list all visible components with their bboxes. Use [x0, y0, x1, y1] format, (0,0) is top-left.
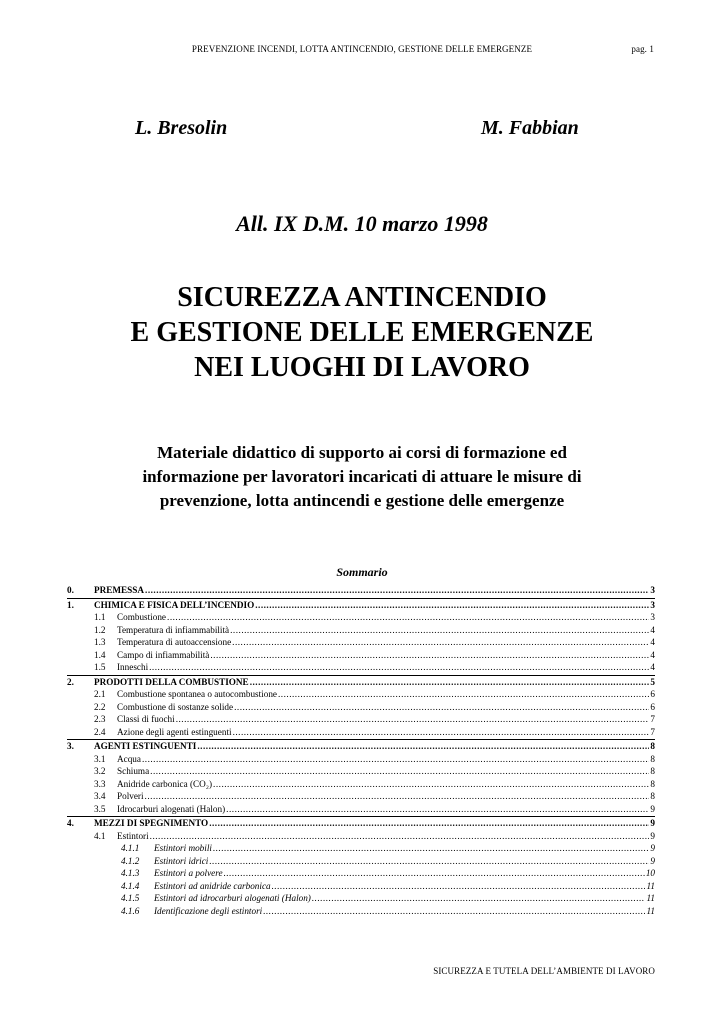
toc-entry-number: 3.2 — [94, 766, 106, 776]
toc-entry-label: Estintori mobili — [154, 843, 212, 853]
toc-entry-page: 3 — [650, 599, 655, 610]
document-title — [0, 280, 724, 385]
toc-leader-dots — [226, 803, 649, 816]
toc-entry[interactable] — [67, 765, 655, 778]
toc-entry-page: 11 — [646, 880, 655, 891]
toc-entry-label: Identificazione degli estintori — [154, 905, 263, 916]
toc-entry-label: Estintori idrici — [154, 855, 209, 866]
toc-entry-number: 3.3 — [94, 778, 106, 789]
toc-entry-page: 5 — [650, 676, 655, 687]
toc-entry-number: 1. — [67, 599, 74, 610]
toc-entry-label: Campo di infiammabilità — [117, 649, 210, 660]
toc-leader-dots — [209, 817, 649, 830]
toc-entry-number: 4.1.5 — [121, 893, 140, 903]
toc-entry-page: 9 — [650, 818, 655, 828]
toc-leader-dots — [209, 855, 649, 868]
toc-entry-page: 11 — [646, 893, 655, 903]
toc-leader-dots — [312, 892, 646, 905]
toc-entry[interactable] — [67, 636, 655, 649]
toc-leader-dots — [272, 880, 646, 893]
toc-entry-label: Estintori ad anidride carbonica — [154, 880, 271, 891]
toc-leader-dots — [213, 778, 649, 791]
toc-entry-number: 4.1 — [94, 830, 106, 841]
toc-entry-label: AGENTI ESTINGUENTI — [94, 741, 197, 751]
toc-entry-label: Combustione di sostanze solide — [117, 701, 234, 712]
toc-entry-label: Combustione spontanea o autocombustione — [117, 689, 277, 699]
law-reference: All. IX D.M. 10 marzo 1998 — [236, 211, 488, 236]
toc-entry-number: 1.5 — [94, 662, 106, 672]
toc-entry-number: 2. — [67, 676, 74, 687]
toc-entry[interactable] — [67, 803, 655, 816]
toc-leader-dots — [213, 842, 649, 855]
toc-entry-page: 9 — [650, 855, 655, 866]
toc-entry[interactable] — [67, 830, 655, 843]
toc-entry-number: 4.1.2 — [121, 855, 140, 866]
toc-entry-number: 4.1.4 — [121, 880, 140, 891]
toc-entry[interactable] — [67, 611, 655, 624]
toc-entry-number: 3.5 — [94, 803, 106, 814]
toc-entry-page: 4 — [650, 662, 655, 672]
toc-leader-dots — [278, 688, 649, 701]
toc-entry-number: 2.3 — [94, 714, 106, 724]
toc-entry-page: 8 — [650, 766, 655, 776]
toc-entry-label: Inneschi — [117, 662, 149, 672]
table-of-contents — [67, 584, 655, 917]
toc-entry-label: Azione degli agenti estinguenti — [117, 726, 232, 737]
toc-entry[interactable] — [67, 701, 655, 714]
toc-entry-label: Estintori ad idrocarburi alogenati (Halon) — [154, 893, 311, 903]
toc-entry[interactable] — [67, 661, 655, 674]
toc-entry-number: 1.4 — [94, 649, 106, 660]
document-subtitle — [0, 441, 724, 513]
toc-entry-page: 6 — [650, 701, 655, 712]
toc-entry[interactable] — [67, 842, 655, 855]
toc-entry-page: 7 — [650, 726, 655, 737]
toc-entry[interactable] — [67, 688, 655, 701]
toc-entry-number: 3.4 — [94, 791, 106, 801]
toc-leader-dots — [233, 726, 650, 739]
toc-entry-page: 11 — [646, 905, 655, 916]
page-header — [0, 44, 724, 58]
toc-entry[interactable] — [67, 726, 655, 739]
toc-leader-dots — [176, 713, 650, 726]
toc-entry-page: 8 — [650, 753, 655, 764]
toc-entry-label: PREMESSA — [94, 585, 145, 595]
toc-entry-page: 7 — [650, 714, 655, 724]
toc-entry-number: 1.3 — [94, 637, 106, 647]
toc-entry[interactable] — [67, 905, 655, 918]
toc-entry[interactable] — [67, 649, 655, 662]
toc-leader-dots — [167, 611, 649, 624]
toc-entry-page: 8 — [650, 741, 655, 751]
subtitle-line: informazione per lavoratori incaricati di attuare le misure di — [142, 467, 582, 486]
page-footer: SICUREZZA E TUTELA DELL’AMBIENTE DI LAVORO — [433, 966, 655, 976]
toc-leader-dots — [210, 649, 649, 662]
authors — [0, 117, 724, 143]
toc-entry[interactable] — [67, 816, 655, 830]
toc-entry-label: Acqua — [117, 753, 141, 764]
toc-entry-number: 4.1.1 — [121, 843, 140, 853]
toc-entry-page: 8 — [650, 791, 655, 801]
title-line: NEI LUOGHI DI LAVORO — [194, 352, 530, 383]
toc-leader-dots — [230, 624, 649, 637]
title-line: SICUREZZA ANTINCENDIO — [177, 282, 547, 313]
toc-leader-dots — [149, 661, 649, 674]
toc-leader-dots — [145, 790, 650, 803]
toc-entry-label: Schiuma — [117, 766, 150, 776]
toc-entry-label: MEZZI DI SPEGNIMENTO — [94, 818, 209, 828]
toc-entry-page: 10 — [645, 868, 655, 878]
toc-entry[interactable] — [67, 867, 655, 880]
toc-entry-page: 6 — [650, 689, 655, 699]
toc-entry-number: 4.1.6 — [121, 905, 140, 916]
toc-leader-dots — [263, 905, 645, 918]
toc-entry[interactable] — [67, 778, 655, 791]
toc-entry-label: PRODOTTI DELLA COMBUSTIONE — [94, 676, 249, 687]
toc-entry[interactable] — [67, 713, 655, 726]
toc-leader-dots — [232, 636, 649, 649]
toc-entry-number: 3.1 — [94, 753, 106, 764]
toc-entry[interactable] — [67, 892, 655, 905]
toc-entry-page: 9 — [650, 830, 655, 841]
title-line: E GESTIONE DELLE EMERGENZE — [130, 317, 594, 348]
toc-entry-page: 8 — [650, 778, 655, 789]
subtitle-line: prevenzione, lotta antincendi e gestione delle emergenze — [159, 491, 565, 510]
toc-entry-label: Temperatura di infiammabilità — [117, 624, 230, 635]
toc-entry-number: 1.2 — [94, 624, 106, 635]
toc-leader-dots — [224, 867, 645, 880]
toc-entry-label: Estintori — [117, 830, 149, 841]
toc-entry[interactable] — [67, 739, 655, 753]
toc-entry[interactable] — [67, 675, 655, 689]
toc-entry-number: 1.1 — [94, 612, 106, 622]
toc-entry-number: 2.1 — [94, 689, 106, 699]
toc-entry-label: Anidride carbonica (CO₂) — [117, 778, 213, 789]
author-name: L. Bresolin — [135, 117, 228, 139]
toc-entry-number: 0. — [67, 585, 74, 595]
toc-entry[interactable] — [67, 880, 655, 893]
page-number: pag. 1 — [631, 44, 654, 54]
toc-entry-page: 4 — [650, 637, 655, 647]
toc-entry[interactable] — [67, 855, 655, 868]
toc-leader-dots — [250, 676, 650, 689]
subtitle-line: Materiale didattico di supporto ai corsi di formazione ed — [157, 443, 567, 462]
toc-entry-label: Temperatura di autoaccensione — [117, 637, 232, 647]
toc-entry[interactable] — [67, 624, 655, 637]
toc-entry-number: 3. — [67, 741, 74, 751]
toc-leader-dots — [145, 584, 649, 597]
toc-leader-dots — [234, 701, 649, 714]
toc-entry-label: Polveri — [117, 791, 144, 801]
toc-entry-number: 2.2 — [94, 701, 106, 712]
toc-heading: Sommario — [336, 565, 388, 579]
toc-leader-dots — [142, 753, 649, 766]
toc-leader-dots — [150, 830, 650, 843]
toc-entry-label: Estintori a polvere — [154, 868, 223, 878]
toc-entry-page: 3 — [650, 612, 655, 622]
toc-entry-label: Combustione — [117, 612, 167, 622]
toc-leader-dots — [150, 765, 649, 778]
toc-entry-number: 4.1.3 — [121, 868, 140, 878]
header-title: PREVENZIONE INCENDI, LOTTA ANTINCENDIO, GESTIONE DELLE EMERGENZE — [191, 44, 533, 54]
toc-entry-page: 4 — [650, 624, 655, 635]
toc-entry-page: 3 — [650, 585, 655, 595]
author-name: M. Fabbian — [481, 117, 579, 139]
toc-leader-dots — [255, 599, 649, 612]
toc-entry[interactable] — [67, 598, 655, 612]
toc-entry-label: Idrocarburi alogenati (Halon) — [117, 803, 226, 814]
toc-entry-page: 4 — [650, 649, 655, 660]
toc-entry-number: 2.4 — [94, 726, 106, 737]
toc-entry-label: Classi di fuochi — [117, 714, 175, 724]
toc-entry-number: 4. — [67, 818, 74, 828]
toc-entry[interactable] — [67, 584, 655, 597]
toc-entry-label: CHIMICA E FISICA DELL’INCENDIO — [94, 599, 255, 610]
toc-entry-page: 9 — [650, 843, 655, 853]
toc-entry[interactable] — [67, 790, 655, 803]
toc-leader-dots — [197, 740, 649, 753]
toc-entry-page: 9 — [650, 803, 655, 814]
toc-entry[interactable] — [67, 753, 655, 766]
